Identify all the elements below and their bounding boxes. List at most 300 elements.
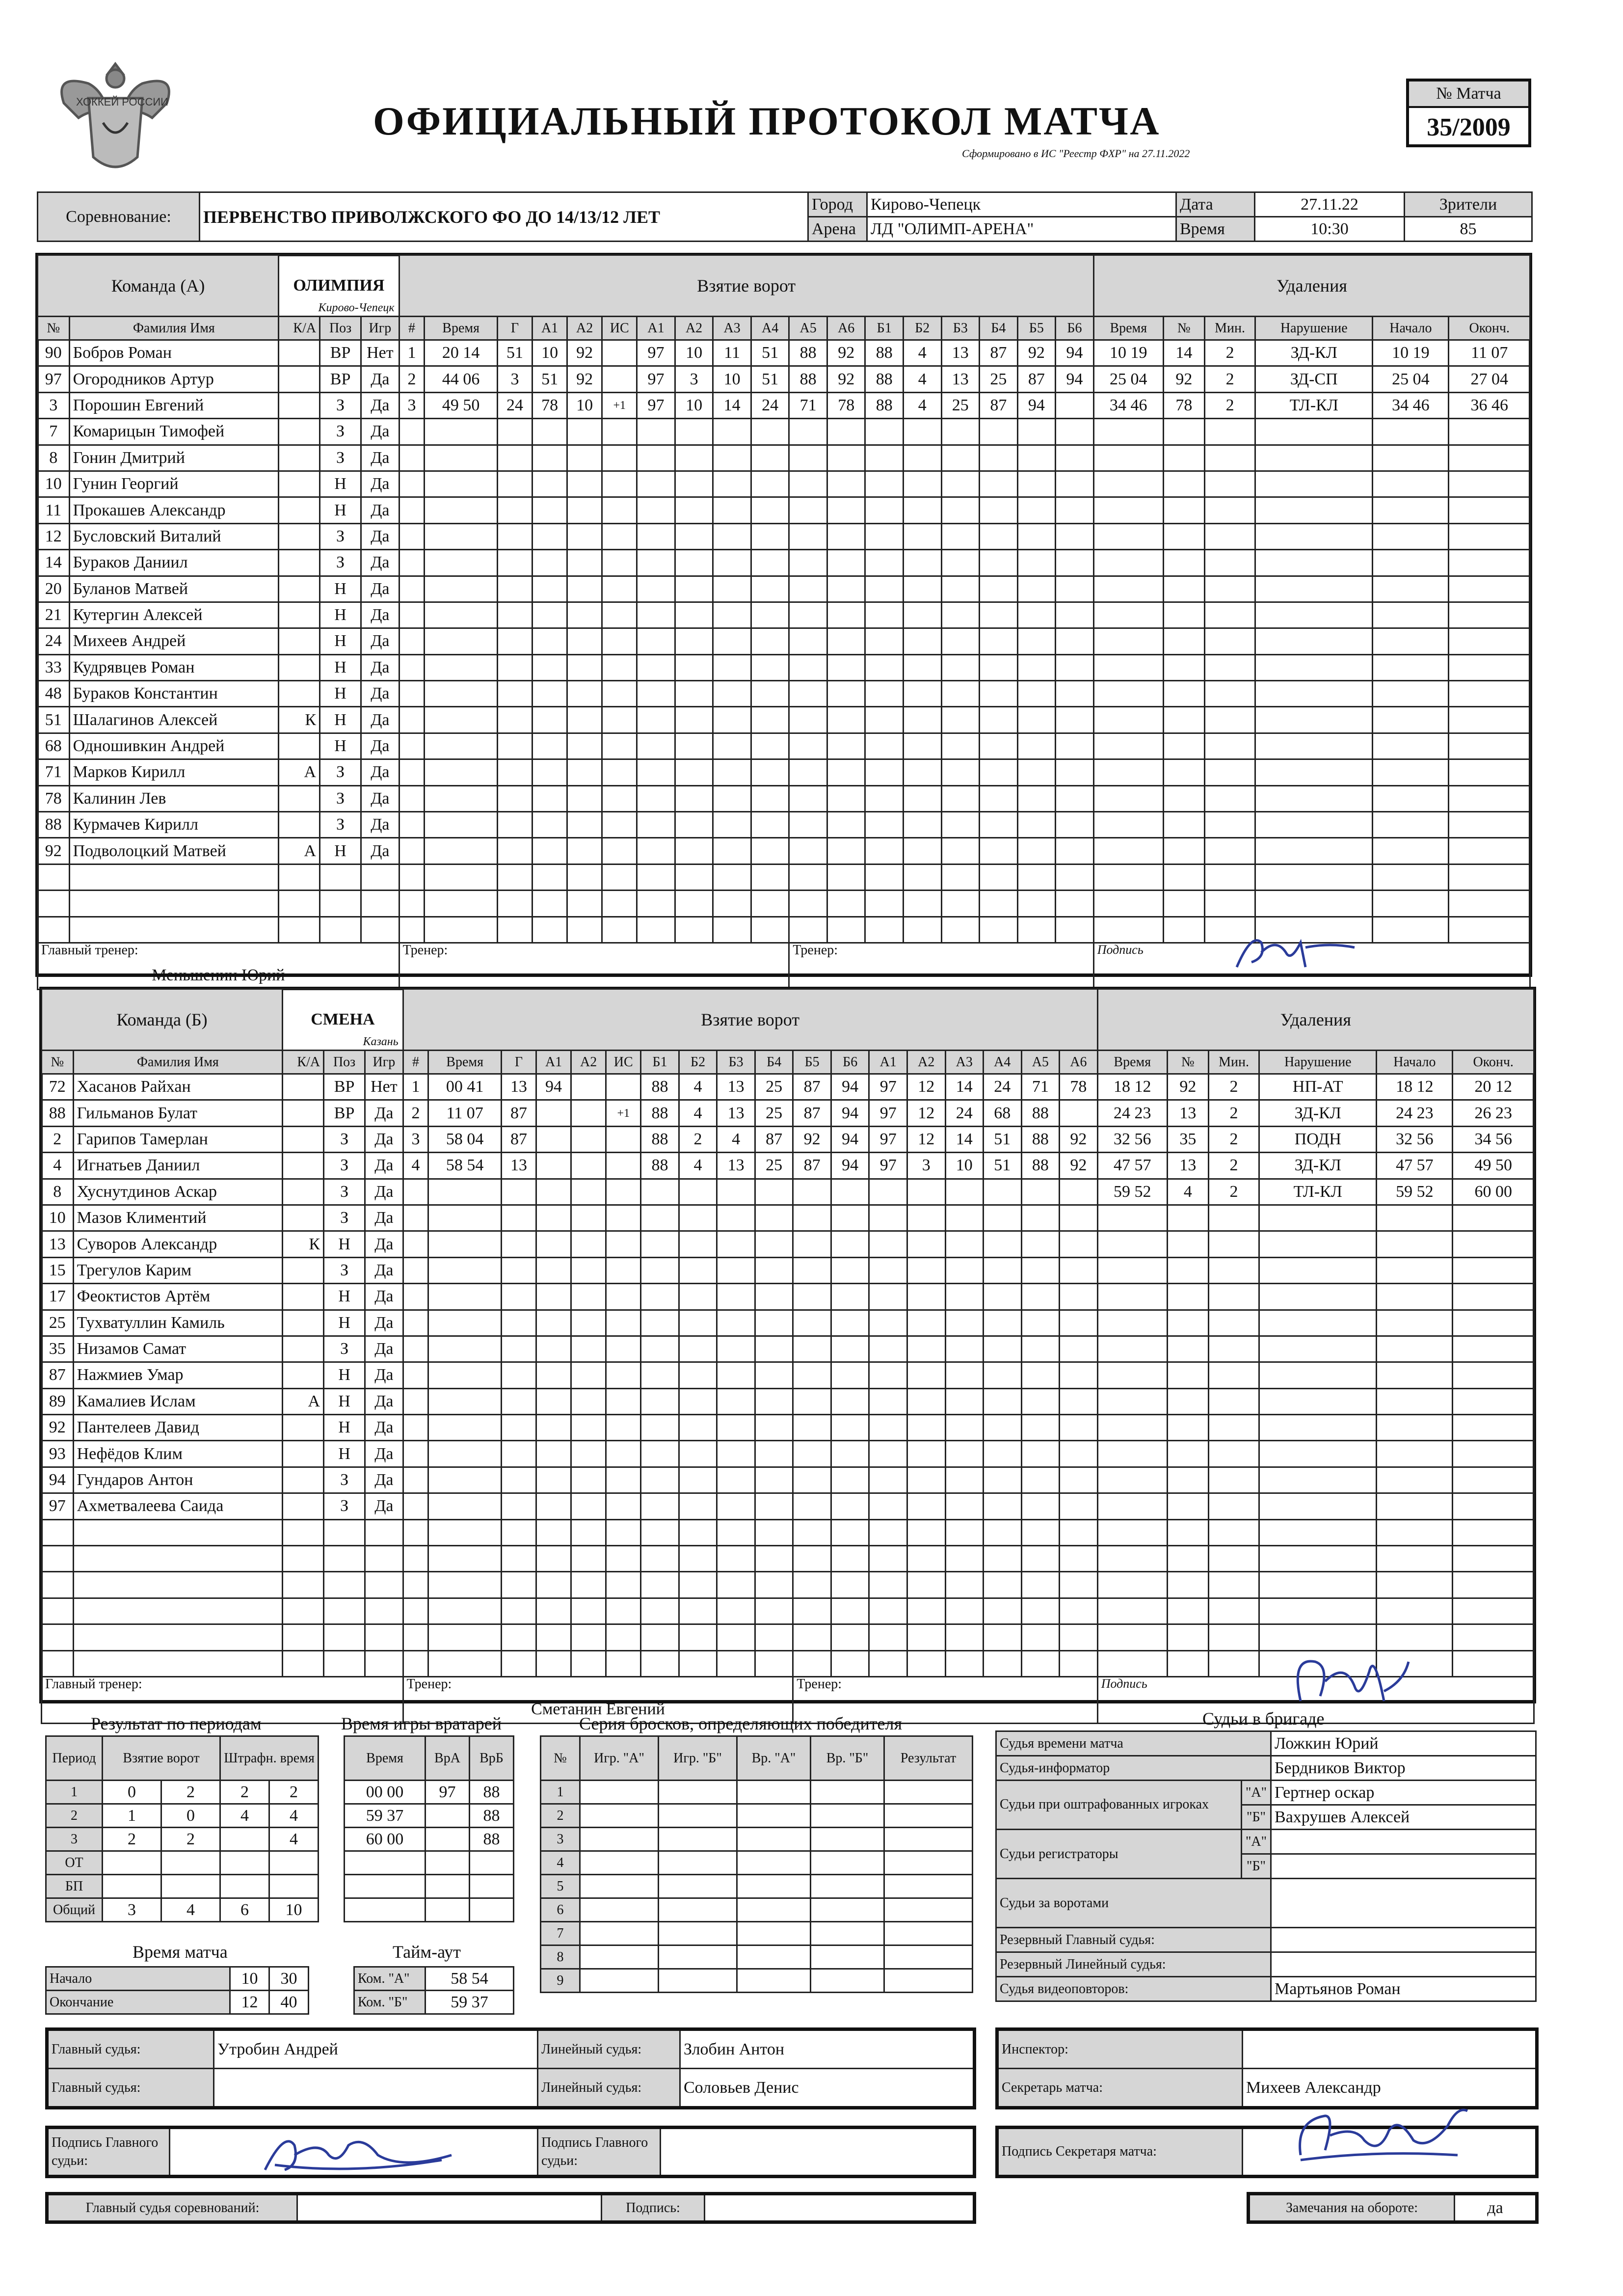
- onice-a: [789, 628, 827, 654]
- penalty-time: [1097, 1467, 1167, 1493]
- penalty-foul: [1255, 891, 1373, 917]
- onice-a: [945, 1493, 984, 1519]
- penalty-no: 35: [1167, 1126, 1208, 1152]
- main-ref-value-1: Утробин Андрей: [214, 2029, 538, 2069]
- onice-b: [641, 1624, 679, 1650]
- onice-a: [751, 838, 789, 864]
- penalty-no: [1167, 1310, 1208, 1336]
- table-row: [42, 1310, 1534, 1336]
- onice-b: [865, 471, 904, 497]
- goal-is: [606, 1257, 641, 1283]
- player-pos: З: [324, 1205, 365, 1231]
- goal-is: [602, 497, 637, 523]
- team_a-coach1-cell: [399, 943, 789, 989]
- onice-a: [789, 838, 827, 864]
- onice-a: [945, 1650, 984, 1676]
- player-pos: Н: [324, 1231, 365, 1257]
- shootout-num: 7: [541, 1922, 580, 1945]
- penalty-no: [1167, 1546, 1208, 1572]
- goal-a2: [567, 733, 602, 759]
- onice-b: [793, 1546, 831, 1572]
- period-name: 3: [46, 1828, 103, 1851]
- table-row: [42, 1126, 1534, 1152]
- goal-n: [399, 523, 425, 549]
- team_a-gcol-3: А1: [532, 317, 567, 340]
- penalty-time: [1093, 654, 1163, 680]
- onice-a: [675, 497, 713, 523]
- onice-a: [1021, 1624, 1060, 1650]
- onice-b: 87: [1017, 366, 1056, 392]
- goal-time: [428, 1257, 502, 1283]
- onice-a: [907, 1519, 945, 1545]
- onice-a: [869, 1310, 907, 1336]
- onice-b: 25: [980, 366, 1018, 392]
- penalty-foul: [1259, 1284, 1377, 1310]
- onice-b: [903, 681, 941, 707]
- goal-is: [602, 707, 637, 733]
- onice-b: [793, 1624, 831, 1650]
- onice-a: [1021, 1546, 1060, 1572]
- penalty-foul: [1255, 654, 1373, 680]
- team_b-oncol-onice_a-3: А4: [984, 1051, 1022, 1074]
- penalty-min: 2: [1204, 366, 1255, 392]
- shootout-num: 1: [541, 1781, 580, 1804]
- penalty-no: [1163, 523, 1204, 549]
- player-pos: Н: [324, 1284, 365, 1310]
- shootout-row: [541, 1898, 973, 1922]
- goal-is: [606, 1362, 641, 1388]
- penalty-end: [1453, 1310, 1534, 1336]
- onice-a: [713, 838, 751, 864]
- onice-a: [984, 1362, 1022, 1388]
- player-pos: Н: [324, 1362, 365, 1388]
- penalty-no: [1163, 864, 1204, 890]
- team_a-oncol-onice_a-5: А6: [827, 317, 865, 340]
- penalty-start: [1377, 1572, 1453, 1598]
- team_a-oncol-onice_b-1: Б2: [903, 317, 941, 340]
- onice-b: [865, 891, 904, 917]
- penalty-time: [1097, 1388, 1167, 1414]
- team_b-team-city: Казань: [363, 1035, 399, 1048]
- player-pos: Н: [320, 681, 361, 707]
- onice-a: 97: [869, 1126, 907, 1152]
- goal-a1: [532, 471, 567, 497]
- player-ka: [283, 1153, 324, 1179]
- player-pos: З: [320, 759, 361, 785]
- player-ka: [283, 1467, 324, 1493]
- penalty-min: [1208, 1362, 1259, 1388]
- goalie-time-title: Время игры вратарей: [341, 1714, 502, 1733]
- penalty-start: [1373, 419, 1449, 445]
- goal-n: 2: [403, 1100, 428, 1126]
- goal-g: [497, 550, 532, 576]
- period-goals-a: 1: [103, 1804, 161, 1828]
- period-pen-b: [269, 1875, 319, 1898]
- penalty-foul: [1255, 602, 1373, 628]
- onice-b: [1056, 628, 1094, 654]
- onice-b: [1056, 917, 1094, 943]
- onice-b: [1017, 628, 1056, 654]
- penalty-foul: [1255, 445, 1373, 471]
- goal-a2: [571, 1126, 606, 1152]
- goal-time: [428, 1467, 502, 1493]
- player-name: Камалиев Ислам: [73, 1388, 282, 1414]
- onice-a: 78: [827, 392, 865, 418]
- player-ka: [279, 917, 320, 943]
- onice-b: [679, 1546, 717, 1572]
- penalty-start: [1373, 812, 1449, 838]
- onice-a: [945, 1257, 984, 1283]
- onice-b: [793, 1441, 831, 1467]
- signatures-table: [45, 2126, 976, 2178]
- onice-a: [1060, 1493, 1098, 1519]
- period-goals-a: 2: [103, 1828, 161, 1851]
- onice-b: [679, 1650, 717, 1676]
- player-no: 90: [38, 340, 70, 366]
- penalty-end: [1453, 1257, 1534, 1283]
- penalty-no: [1163, 759, 1204, 785]
- goal-a1: [536, 1153, 571, 1179]
- penalty-time: [1097, 1519, 1167, 1545]
- goal-g: [501, 1598, 536, 1624]
- onice-a: 51: [751, 340, 789, 366]
- penalty-min: [1208, 1624, 1259, 1650]
- penalty-foul: [1259, 1572, 1377, 1598]
- goalie-b: [470, 1898, 514, 1922]
- penalty-no: [1167, 1336, 1208, 1362]
- penalty-foul: [1255, 733, 1373, 759]
- onice-a: [751, 550, 789, 576]
- penalty-min: [1204, 471, 1255, 497]
- penalty-end: [1453, 1231, 1534, 1257]
- player-name: Буланов Матвей: [69, 576, 278, 602]
- onice-a: [675, 707, 713, 733]
- onice-b: [793, 1493, 831, 1519]
- onice-a: [907, 1179, 945, 1205]
- penalty-time: [1093, 812, 1163, 838]
- team_b-col-name: Фамилия Имя: [73, 1051, 282, 1074]
- onice-a: 24: [945, 1100, 984, 1126]
- timeout-b-label: Ком. "Б": [354, 1991, 426, 2014]
- notes-label: Замечания на обороте:: [1249, 2194, 1455, 2222]
- goal-n: [399, 681, 425, 707]
- onice-b: 25: [755, 1100, 793, 1126]
- onice-b: [903, 628, 941, 654]
- player-ka: [279, 523, 320, 549]
- penalty-start: [1377, 1415, 1453, 1441]
- player-name: Гунин Георгий: [69, 471, 278, 497]
- player-pos: ВР: [320, 366, 361, 392]
- onice-a: [984, 1467, 1022, 1493]
- onice-a: [751, 917, 789, 943]
- goal-g: [501, 1310, 536, 1336]
- player-played: Да: [365, 1231, 403, 1257]
- penalty-time: [1097, 1310, 1167, 1336]
- player-ka: [279, 733, 320, 759]
- period-pen-a: 4: [220, 1804, 269, 1828]
- onice-b: [641, 1310, 679, 1336]
- player-no: [38, 864, 70, 890]
- goalie-row: [345, 1875, 514, 1898]
- penalty-no: 92: [1167, 1074, 1208, 1100]
- penalty-foul: [1255, 419, 1373, 445]
- goal-a2: [571, 1388, 606, 1414]
- player-no: 88: [38, 812, 70, 838]
- player-pos: [324, 1624, 365, 1650]
- onice-b: [1056, 523, 1094, 549]
- player-pos: [324, 1598, 365, 1624]
- onice-a: [675, 419, 713, 445]
- team_a-pcol-0: Время: [1093, 317, 1163, 340]
- player-pos: [324, 1572, 365, 1598]
- period-col: Период: [46, 1736, 103, 1781]
- player-no: 87: [42, 1362, 74, 1388]
- onice-a: [984, 1546, 1022, 1572]
- onice-b: [641, 1336, 679, 1362]
- goal-a1: 10: [532, 340, 567, 366]
- onice-b: [679, 1284, 717, 1310]
- time-value: 10:30: [1255, 217, 1405, 242]
- onice-a: [789, 891, 827, 917]
- goal-time: [425, 681, 498, 707]
- goal-is: [602, 733, 637, 759]
- date-label: Дата: [1176, 192, 1255, 217]
- goal-n: [403, 1310, 428, 1336]
- team_a-team-city: Кирово-Чепецк: [318, 301, 395, 314]
- player-pos: З: [320, 812, 361, 838]
- onice-a: 12: [907, 1100, 945, 1126]
- penalty-start: [1373, 838, 1449, 864]
- onice-b: [793, 1205, 831, 1231]
- shootout-cell: [737, 1804, 811, 1828]
- onice-a: [637, 759, 675, 785]
- onice-b: [641, 1362, 679, 1388]
- onice-a: [1060, 1598, 1098, 1624]
- penalty-no: [1167, 1598, 1208, 1624]
- signature-secretary: [1286, 2096, 1472, 2170]
- onice-b: [755, 1650, 793, 1676]
- onice-a: [945, 1205, 984, 1231]
- goalie-a: [426, 1851, 470, 1875]
- onice-b: [865, 550, 904, 576]
- onice-a: [827, 785, 865, 811]
- ref-penalty-b: Вахрушев Алексей: [1271, 1805, 1536, 1830]
- goal-time: [425, 471, 498, 497]
- onice-b: [641, 1284, 679, 1310]
- onice-b: 92: [793, 1126, 831, 1152]
- onice-b: [793, 1598, 831, 1624]
- player-name: Гундаров Антон: [73, 1467, 282, 1493]
- onice-a: [907, 1441, 945, 1467]
- goal-a1: [536, 1336, 571, 1362]
- onice-a: 78: [1060, 1074, 1098, 1100]
- penalty-start: 10 19: [1373, 340, 1449, 366]
- penalty-min: [1208, 1257, 1259, 1283]
- player-no: 97: [38, 366, 70, 392]
- onice-a: [789, 497, 827, 523]
- onice-b: [980, 707, 1018, 733]
- penalty-time: [1093, 891, 1163, 917]
- onice-a: [984, 1598, 1022, 1624]
- team_a-oncol-onice_a-4: А5: [789, 317, 827, 340]
- shootout-cell: [811, 1781, 884, 1804]
- onice-a: [789, 733, 827, 759]
- onice-b: [831, 1231, 869, 1257]
- onice-b: [641, 1650, 679, 1676]
- onice-a: [1021, 1362, 1060, 1388]
- onice-a: [945, 1467, 984, 1493]
- onice-a: [789, 654, 827, 680]
- onice-b: [793, 1257, 831, 1283]
- player-ka: [279, 864, 320, 890]
- onice-a: [945, 1546, 984, 1572]
- goal-a1: [532, 419, 567, 445]
- team_b-coach2-label: Тренер:: [797, 1676, 842, 1692]
- onice-a: [637, 891, 675, 917]
- onice-b: [831, 1493, 869, 1519]
- shootout-num: 4: [541, 1851, 580, 1875]
- player-no: 3: [38, 392, 70, 418]
- goal-is: [606, 1650, 641, 1676]
- penalty-foul: [1259, 1362, 1377, 1388]
- goalie-b: [470, 1851, 514, 1875]
- onice-b: [679, 1336, 717, 1362]
- onice-a: [713, 654, 751, 680]
- goalie-t: [345, 1898, 426, 1922]
- penalty-foul: [1255, 497, 1373, 523]
- period-goals-a: [103, 1875, 161, 1898]
- penalty-time: [1093, 523, 1163, 549]
- onice-a: [984, 1493, 1022, 1519]
- period-name: БП: [46, 1875, 103, 1898]
- timeout-a-value: 58 54: [426, 1967, 514, 1991]
- player-ka: [283, 1624, 324, 1650]
- penalty-end: [1453, 1441, 1534, 1467]
- onice-a: [751, 628, 789, 654]
- date-value: 27.11.22: [1255, 192, 1405, 217]
- player-no: [42, 1519, 74, 1545]
- period-goals-a: [103, 1851, 161, 1875]
- player-no: 20: [38, 576, 70, 602]
- player-ka: [279, 654, 320, 680]
- onice-a: [713, 681, 751, 707]
- penalty-min: 2: [1204, 392, 1255, 418]
- onice-a: [869, 1231, 907, 1257]
- penalty-foul: [1255, 523, 1373, 549]
- onice-a: 71: [1021, 1074, 1060, 1100]
- table-row: [42, 1074, 1534, 1100]
- goal-n: [399, 419, 425, 445]
- onice-a: [1021, 1519, 1060, 1545]
- competition-label: Соревнование:: [38, 192, 200, 242]
- goal-a1: [536, 1388, 571, 1414]
- player-played: [361, 864, 399, 890]
- onice-b: [641, 1441, 679, 1467]
- goal-a1: [536, 1519, 571, 1545]
- onice-b: [679, 1598, 717, 1624]
- goal-n: [399, 891, 425, 917]
- onice-b: [679, 1519, 717, 1545]
- goal-is: [606, 1519, 641, 1545]
- goal-g: [501, 1336, 536, 1362]
- goal-n: 1: [399, 340, 425, 366]
- team_a-label: Команда (А): [38, 255, 279, 317]
- penalty-time: [1097, 1284, 1167, 1310]
- player-no: 35: [42, 1336, 74, 1362]
- onice-b: 25: [755, 1153, 793, 1179]
- goal-a1: [536, 1100, 571, 1126]
- penalty-start: [1373, 497, 1449, 523]
- penalty-time: [1093, 707, 1163, 733]
- goal-time: [425, 759, 498, 785]
- periods-title: Результат по периодам: [91, 1714, 262, 1733]
- penalty-foul: [1255, 628, 1373, 654]
- onice-a: 97: [869, 1100, 907, 1126]
- player-no: [42, 1650, 74, 1676]
- line-ref-label-2: Линейный судья:: [538, 2069, 680, 2108]
- onice-a: [827, 523, 865, 549]
- goal-a2: [567, 838, 602, 864]
- goal-is: [606, 1284, 641, 1310]
- player-played: Да: [365, 1205, 403, 1231]
- goal-a2: [571, 1572, 606, 1598]
- goal-n: [399, 707, 425, 733]
- onice-a: [1060, 1650, 1098, 1676]
- period-goals-a: 0: [103, 1781, 161, 1804]
- goal-g: [501, 1362, 536, 1388]
- ref-time-label: Судья времени матча: [996, 1731, 1271, 1756]
- onice-a: [907, 1624, 945, 1650]
- shootout-cell: [580, 1969, 659, 1993]
- penalty-start: [1373, 628, 1449, 654]
- onice-a: [907, 1467, 945, 1493]
- onice-a: [675, 654, 713, 680]
- penalty-end: [1449, 523, 1530, 549]
- team_a-pcol-2: Мин.: [1204, 317, 1255, 340]
- goal-time: [428, 1231, 502, 1257]
- onice-b: 88: [641, 1126, 679, 1152]
- onice-b: 13: [717, 1100, 755, 1126]
- penalty-end: [1453, 1572, 1534, 1598]
- goalie-a: 97: [426, 1781, 470, 1804]
- player-ka: [283, 1598, 324, 1624]
- onice-b: 88: [865, 340, 904, 366]
- table-row: [42, 1598, 1534, 1624]
- player-ka: [279, 340, 320, 366]
- player-played: Да: [365, 1336, 403, 1362]
- goalie-a: [426, 1804, 470, 1828]
- onice-b: [865, 445, 904, 471]
- team_a-coach1-label: Тренер:: [402, 943, 448, 958]
- table-row: [38, 497, 1530, 523]
- onice-b: [717, 1572, 755, 1598]
- team_a-oncol-onice_a-2: А3: [713, 317, 751, 340]
- goal-is: [606, 1441, 641, 1467]
- onice-b: [717, 1284, 755, 1310]
- player-played: Да: [361, 785, 399, 811]
- penalty-time: 59 52: [1097, 1179, 1167, 1205]
- onice-a: [1060, 1179, 1098, 1205]
- goal-a1: [532, 812, 567, 838]
- onice-a: [984, 1572, 1022, 1598]
- goal-time: [428, 1624, 502, 1650]
- player-no: 89: [42, 1388, 74, 1414]
- penalty-foul: [1259, 1493, 1377, 1519]
- penalty-start: [1373, 550, 1449, 576]
- onice-a: [751, 785, 789, 811]
- goal-g: 3: [497, 366, 532, 392]
- goal-g: [497, 838, 532, 864]
